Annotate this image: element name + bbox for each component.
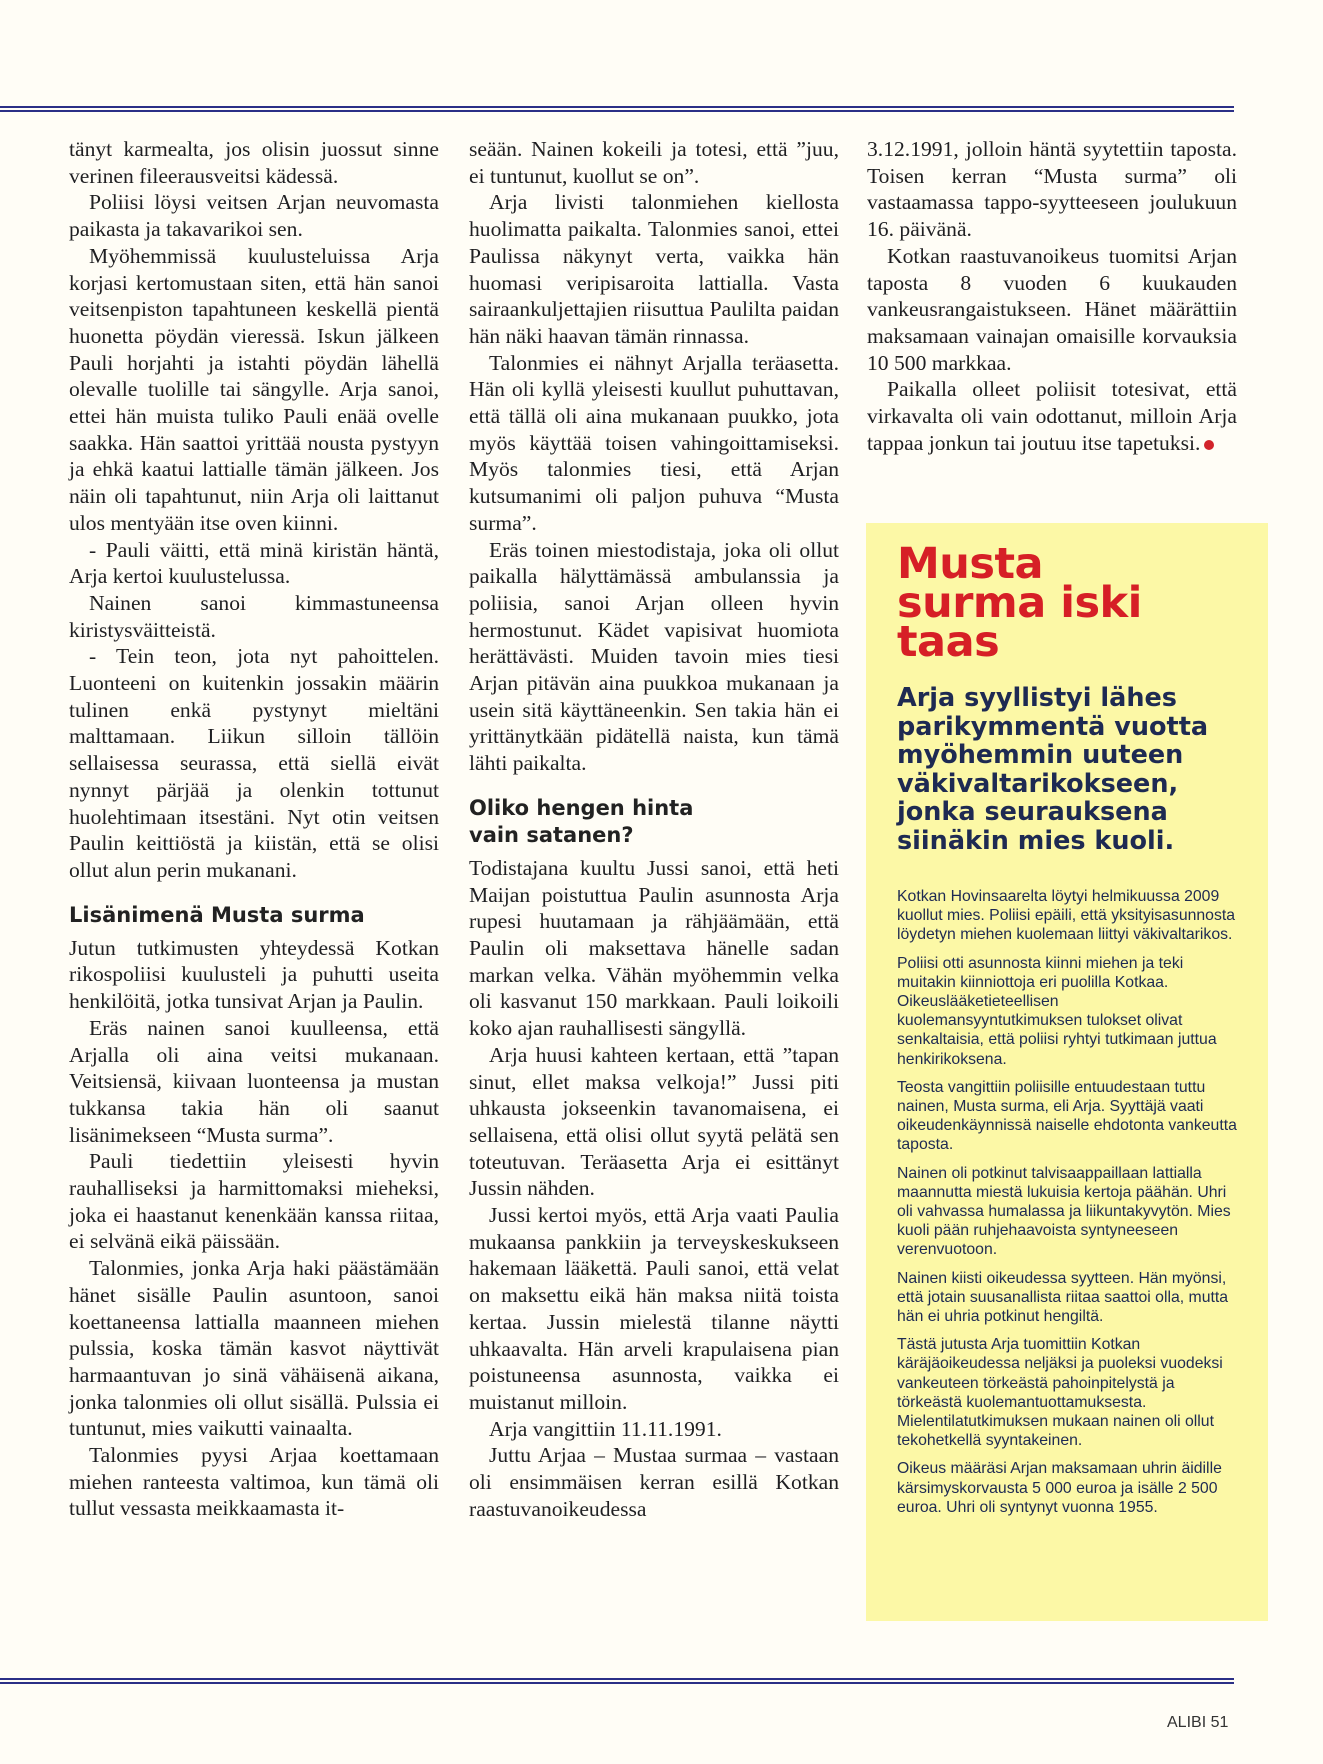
sidebar-paragraph: Nainen oli potkinut talvisaappaillaan lattialla maannutta miestä lukuisia kertoja päähän. Uhri oli vahvassa humalassa ja liikuntakyvytön. Mies kuoli pään ruhjehaavoista syntyneeseen verenvuotoon. — [897, 1164, 1231, 1259]
paragraph: Jutun tutkimusten yhteydessä Kotkan rikospoliisi kuulusteli ja puhutti useita henkilöitä, jotka tunsivat Arjan ja Paulin. — [69, 935, 439, 1014]
paragraph: Pauli tiedettiin yleisesti hyvin rauhalliseksi ja harmittomaksi mieheksi, joka ei haastanut kenenkään kanssa riitaa, ei selvänä eikä päissään. — [69, 1149, 439, 1254]
sidebar-paragraph: Nainen kiisti oikeudessa syytteen. Hän myönsi, että jotain suusanallista riitaa saattoi olla, mutta hän ei uhria potkinut hengiltä. — [897, 1269, 1229, 1326]
heading-line: Oliko hengen hinta — [469, 795, 694, 820]
sidebar-paragraph: Teosta vangittiin poliisille entuudestaan tuttu nainen, Musta surma, eli Arja. Syyttäjä vaati oikeudenkäynnissä naiselle ehdotonta vankeutta taposta. — [897, 1078, 1237, 1154]
title-line: taas — [897, 617, 1000, 667]
sidebar-lead: Arja syyllistyi lähes parikymmentä vuotta myöhemmin uuteen väkivaltarikokseen, jonka seurauksena siinäkin mies kuoli. — [897, 683, 1209, 856]
section-heading — [469, 795, 839, 849]
sidebar-paragraph: Oikeus määräsi Arjan maksamaan uhrin äidille kärsimyskorvausta 5 000 euroa ja isälle 2 500 euroa. Uhri oli syntynyt vuonna 1955. — [897, 1460, 1222, 1516]
paragraph: Poliisi löysi veitsen Arjan neuvomasta paikasta ja takavarikoi sen. — [69, 190, 439, 242]
title-line: Musta — [897, 539, 1044, 589]
sidebar-paragraph: Poliisi otti asunnosta kiinni miehen ja teki muitakin kiinniottoja eri puolilla Kotkaa. Oikeuslääketieteellisen kuolemansyyntutkimuksen tulokset olivat senkaltaisia, että poliisi ryhtyi tutkimaan juttua henkirikoksena. — [897, 954, 1217, 1068]
sidebar-title — [897, 539, 1238, 667]
paragraph: Eräs nainen sanoi kuulleensa, että Arjalla oli aina veitsi mukanaan. Veitsiensä, kiivaan luonteensa ja mustan tukkansa takia hän oli saanut lisänimekseen “Musta surma”. — [69, 1015, 439, 1147]
title-line: surma iski — [897, 578, 1142, 628]
paragraph: Jussi kertoi myös, että Arja vaati Paulia mukaansa pankkiin ja terveyskeskukseen hakemaan lääkettä. Pauli sanoi, että velat on maksettu eikä hän maksa niitä toista kertaa. Jussin mielestä tilanne näytti uhkaavalta. Hän arveli krapulaisena pian poistuneensa asunnosta, vaikka ei muistanut milloin. — [469, 1203, 839, 1414]
column-3 — [867, 136, 1237, 456]
paragraph: 3.12.1991, jolloin häntä syytettiin taposta. Toisen kerran “Musta surma” oli vastaamassa tappo-syytteeseen joulukuun 16. päivänä. — [867, 137, 1237, 242]
paragraph: Arja vangittiin 11.11.1991. — [489, 1416, 722, 1441]
paragraph: Arja livisti talonmiehen kiellosta huolimatta paikalta. Talonmies sanoi, ettei Paulissa näkynyt verta, vaikka hän huomasi veripisaroita lattialla. Vasta sairaankuljettajien riisuttua Paulilta paidan hän näki haavan tämän rinnassa. — [469, 190, 839, 348]
top-rule — [0, 106, 1234, 112]
page-folio: ALIBI 51 — [1167, 1714, 1229, 1731]
sidebar-paragraph: Tästä jutusta Arja tuomittiin Kotkan käräjäoikeudessa neljäksi ja puoleksi vuodeksi vankeuteen törkeästä pahoinpitelystä ja törkeästä kuolemantuottamuksesta. Mielentilatutkimuksen mukaan nainen oli ollut tekohetkellä syyntakeinen. — [897, 1336, 1223, 1450]
paragraph: - Tein teon, jota nyt pahoittelen. Luonteeni on kuitenkin jossakin määrin tulinen enkä pystynyt mieltäni malttamaan. Liikun silloin tällöin sellaisessa seurassa, että siellä eivät nynnyt pärjää ja olenkin tottunut huolehtimaan itsestäni. Nyt otin veitsen Paulin keittiöstä ja kiistän, että se olisi ollut alun perin mukanani. — [69, 644, 439, 882]
paragraph: Arja huusi kahteen kertaan, että ”tapan sinut, ellet maksa velkoja!” Jussi piti uhkausta jokseenkin tavanomaisena, ei sellaisena, että olisi ollut syytä pelätä sen toteutuvan. Teräasetta Arja ei esittänyt Jussin nähden. — [469, 1042, 839, 1201]
paragraph: Nainen sanoi kimmastuneensa kiristysväitteistä. — [69, 590, 439, 642]
paragraph: Eräs toinen miestodistaja, joka oli ollut paikalla hälyttämässä ambulanssia ja poliisia, sanoi Arjan olleen hyvin hermostunut. Kädet vapisivat huomiota herättävästi. Muiden tavoin mies tiesi Arjan pitävän aina puukkoa mukanaan ja usein sitä käyttäneenkin. Sen takia hän ei yrittänytkään pidätellä naista, kun tämä lähti paikalta. — [469, 537, 839, 776]
paragraph: Talonmies pyysi Arjaa koettamaan miehen ranteesta valtimoa, kun tämä oli tullut vessasta meikkaamasta it- — [69, 1443, 439, 1521]
paragraph: Todistajana kuultu Jussi sanoi, että heti Maijan poistuttua Paulin asunnosta Arja rupesi huutamaan ja rähjäämään, että Paulin oli maksettava hänelle sadan markan velka. Vähän myöhemmin velka oli kasvanut 150 markkaan. Pauli loikoili koko ajan rauhallisesti sängyllä. — [469, 855, 839, 1041]
paragraph: Talonmies ei nähnyt Arjalla teräasetta. Hän oli kyllä yleisesti kuullut puhuttavan, että tällä oli aina mukanaan puukko, jota myös käyttää toisen vahingoittamiseksi. Myös talonmies tiesi, että Arjan kutsumanimi oli paljon puhuva “Musta surma”. — [469, 350, 839, 535]
column-2 — [469, 136, 839, 1522]
end-bullet-icon — [1204, 440, 1214, 450]
sidebar-box — [866, 523, 1268, 1621]
paragraph: Talonmies, jonka Arja haki päästämään hänet sisälle Paulin asuntoon, sanoi koettaneensa lattialla maanneen miehen pulssia, koska tämän kasvot näyttivät harmaantuvan jo sinä vähäisenä aikana, jonka talonmies oli ollut sisällä. Pulssia ei tuntunut, mies vaikutti vainaalta. — [69, 1256, 439, 1441]
paragraph: - Pauli väitti, että minä kiristän häntä, Arja kertoi kuulustelussa. — [69, 537, 439, 589]
paragraph: Juttu Arjaa – Mustaa surmaa – vastaan oli ensimmäisen kerran esillä Kotkan raastuvanoikeudessa — [469, 1443, 839, 1521]
paragraph — [867, 376, 1237, 456]
paragraph: tänyt karmealta, jos olisin juossut sinne verinen fileerausveitsi kädessä. — [69, 137, 439, 188]
heading-line: vain satanen? — [469, 822, 634, 847]
bottom-rule — [0, 1678, 1234, 1684]
column-1 — [69, 136, 439, 1522]
section-heading: Lisänimenä Musta surma — [69, 902, 365, 927]
paragraph-text: Paikalla olleet poliisit totesivat, että virkavalta oli vain odottanut, milloin Arja tappaa jonkun tai joutuu itse tapetuksi. — [867, 377, 1237, 455]
sidebar-paragraph: Kotkan Hovinsaarelta löytyi helmikuussa 2009 kuollut mies. Poliisi epäili, että yksityisasunnosta löydetyn miehen kuolemaan liittyi väkivaltarikos. — [897, 888, 1236, 944]
paragraph: Myöhemmissä kuulusteluissa Arja korjasi kertomustaan siten, että hän sanoi veitsenpiston tapahtuneen keskellä pientä huonetta pöydän vieressä. Iskun jälkeen Pauli horjahti ja istahti pöydän lähellä olevalle tuolille tai sängylle. Arja sanoi, ettei hän muista tuliko Pauli enää ovelle saakka. Hän saattoi yrittää nousta pystyyn ja ehkä kaatui lattialle tämän jälkeen. Jos näin oli tapahtunut, niin Arja oli laittanut ulos mentyään itse oven kiinni. — [69, 243, 439, 535]
paragraph: Kotkan raastuvanoikeus tuomitsi Arjan taposta 8 vuoden 6 kuukauden vankeusrangaistukseen. Hänet määrättiin maksamaan vainajan omaisille korvauksia 10 500 markkaa. — [867, 243, 1237, 375]
paragraph: seään. Nainen kokeili ja totesi, että ”juu, ei tuntunut, kuollut se on”. — [469, 137, 839, 188]
